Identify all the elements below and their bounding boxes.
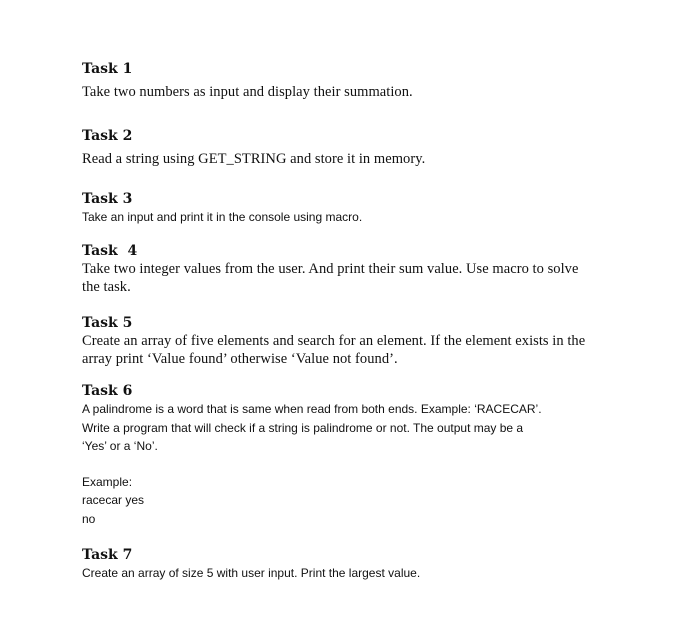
task-7-line-1: Create an array of size 5 with user input. Print the largest value. — [82, 566, 421, 580]
task-7-description — [82, 564, 642, 583]
task-6-line-3: ‘Yes’ or a ‘No’. — [82, 439, 158, 453]
task-2 — [82, 127, 642, 168]
task-4-title: Task 4 — [82, 243, 138, 259]
task-3-title: Task 3 — [82, 191, 133, 207]
task-1 — [82, 60, 642, 101]
task-6-title: Task 6 — [82, 383, 133, 399]
task-4-line-1: Take two integer values from the user. And print their sum value. Use macro to solve — [82, 261, 579, 277]
task-3-description — [82, 208, 642, 227]
task-6-example-line-1: racecar yes — [82, 493, 145, 507]
task-6-description — [82, 400, 642, 456]
task-6-example-label: Example: — [82, 474, 133, 489]
task-4-description — [82, 260, 642, 296]
task-4 — [82, 242, 642, 296]
task-6-example — [82, 473, 642, 529]
task-2-line-1: Read a string using GET_STRING and store it in memory. — [82, 151, 426, 167]
task-6-line-2: Write a program that will check if a string is palindrome or not. The output may be a — [82, 420, 524, 435]
task-1-description — [82, 83, 642, 101]
task-7-title: Task 7 — [82, 547, 133, 563]
task-6-line-1: A palindrome is a word that is same when read from both ends. Example: ‘RACECAR’. — [82, 402, 542, 416]
task-5 — [82, 314, 642, 368]
task-4-line-2: the task. — [82, 279, 131, 295]
task-7 — [82, 546, 642, 583]
task-6-example-line-2: no — [82, 511, 96, 526]
task-6 — [82, 382, 642, 528]
task-2-title: Task 2 — [82, 128, 133, 144]
task-3-line-1: Take an input and print it in the console using macro. — [82, 210, 363, 224]
task-3 — [82, 190, 642, 227]
task-5-title: Task 5 — [82, 315, 133, 331]
task-1-title: Task 1 — [82, 61, 133, 77]
task-5-line-1: Create an array of five elements and search for an element. If the element exists in the — [82, 333, 586, 349]
task-1-line-1: Take two numbers as input and display their summation. — [82, 84, 413, 100]
task-2-description — [82, 150, 642, 168]
task-5-line-2: array print ‘Value found’ otherwise ‘Value not found’. — [82, 351, 398, 367]
task-5-description — [82, 332, 642, 368]
